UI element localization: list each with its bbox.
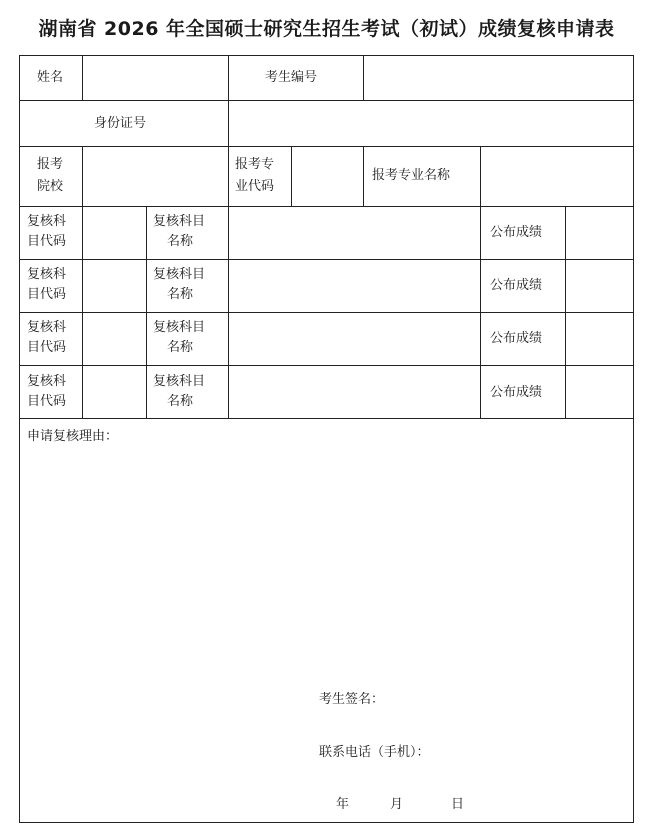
day-label: 日 xyxy=(451,797,465,812)
subject-code-label-line1: 复核科 xyxy=(27,374,67,389)
subject-code-field[interactable] xyxy=(83,313,146,365)
subject-name-field[interactable] xyxy=(229,313,480,365)
major-code-label-line2: 业代码 xyxy=(235,179,275,194)
subject-name-field[interactable] xyxy=(229,366,480,418)
exam-number-label: 考生编号 xyxy=(265,70,318,85)
subject-name-label-line1: 复核科目 xyxy=(153,267,206,282)
subject-name-label-line1: 复核科目 xyxy=(153,214,206,229)
subject-code-label-line2: 目代码 xyxy=(27,394,67,409)
year-label: 年 xyxy=(336,797,350,812)
subject-name-field[interactable] xyxy=(229,260,480,312)
row-divider xyxy=(19,418,634,419)
reason-label: 申请复核理由： xyxy=(27,429,119,444)
subject-code-label-line1: 复核科 xyxy=(27,320,67,335)
form-title: 湖南省 2026 年全国硕士研究生招生考试（初试）成绩复核申请表 xyxy=(38,18,615,40)
school-field[interactable] xyxy=(83,147,228,206)
name-label: 姓名 xyxy=(37,70,64,85)
subject-code-field[interactable] xyxy=(83,207,146,259)
subject-name-label-line2: 名称 xyxy=(167,287,194,302)
major-name-label: 报考专业名称 xyxy=(372,168,451,183)
major-code-label-line1: 报考专 xyxy=(235,157,275,172)
published-score-field[interactable] xyxy=(566,313,633,365)
subject-code-field[interactable] xyxy=(83,260,146,312)
subject-code-label-line1: 复核科 xyxy=(27,214,67,229)
published-score-field[interactable] xyxy=(566,207,633,259)
major-code-field[interactable] xyxy=(292,147,363,206)
published-score-label: 公布成绩 xyxy=(490,331,543,346)
month-label: 月 xyxy=(390,797,404,812)
exam-number-field[interactable] xyxy=(364,56,633,100)
subject-name-field[interactable] xyxy=(229,207,480,259)
id-number-field[interactable] xyxy=(229,101,633,146)
col-divider xyxy=(363,146,364,206)
subject-name-label-line2: 名称 xyxy=(167,340,194,355)
subject-name-label-line2: 名称 xyxy=(167,234,194,249)
subject-code-label-line2: 目代码 xyxy=(27,340,67,355)
subject-name-label-line1: 复核科目 xyxy=(153,320,206,335)
col-divider xyxy=(480,206,481,418)
subject-code-label-line1: 复核科 xyxy=(27,267,67,282)
name-field[interactable] xyxy=(83,56,228,100)
subject-name-label-line2: 名称 xyxy=(167,394,194,409)
subject-code-field[interactable] xyxy=(83,366,146,418)
major-name-field[interactable] xyxy=(481,147,633,206)
published-score-label: 公布成绩 xyxy=(490,225,543,240)
id-number-label: 身份证号 xyxy=(94,116,147,131)
published-score-field[interactable] xyxy=(566,260,633,312)
published-score-label: 公布成绩 xyxy=(490,385,543,400)
school-label-line1: 报考 xyxy=(37,157,64,172)
reason-text-area[interactable] xyxy=(20,449,633,684)
col-divider xyxy=(228,146,229,206)
subject-name-label-line1: 复核科目 xyxy=(153,374,206,389)
phone-field[interactable] xyxy=(447,741,617,765)
published-score-field[interactable] xyxy=(566,366,633,418)
col-divider xyxy=(146,206,147,418)
school-label-line2: 院校 xyxy=(37,179,64,194)
published-score-label: 公布成绩 xyxy=(490,278,543,293)
signature-label: 考生签名： xyxy=(319,692,385,707)
signature-field[interactable] xyxy=(392,688,612,712)
phone-label: 联系电话（手机）： xyxy=(319,745,430,760)
subject-code-label-line2: 目代码 xyxy=(27,287,67,302)
col-divider xyxy=(228,55,229,100)
subject-code-label-line2: 目代码 xyxy=(27,234,67,249)
